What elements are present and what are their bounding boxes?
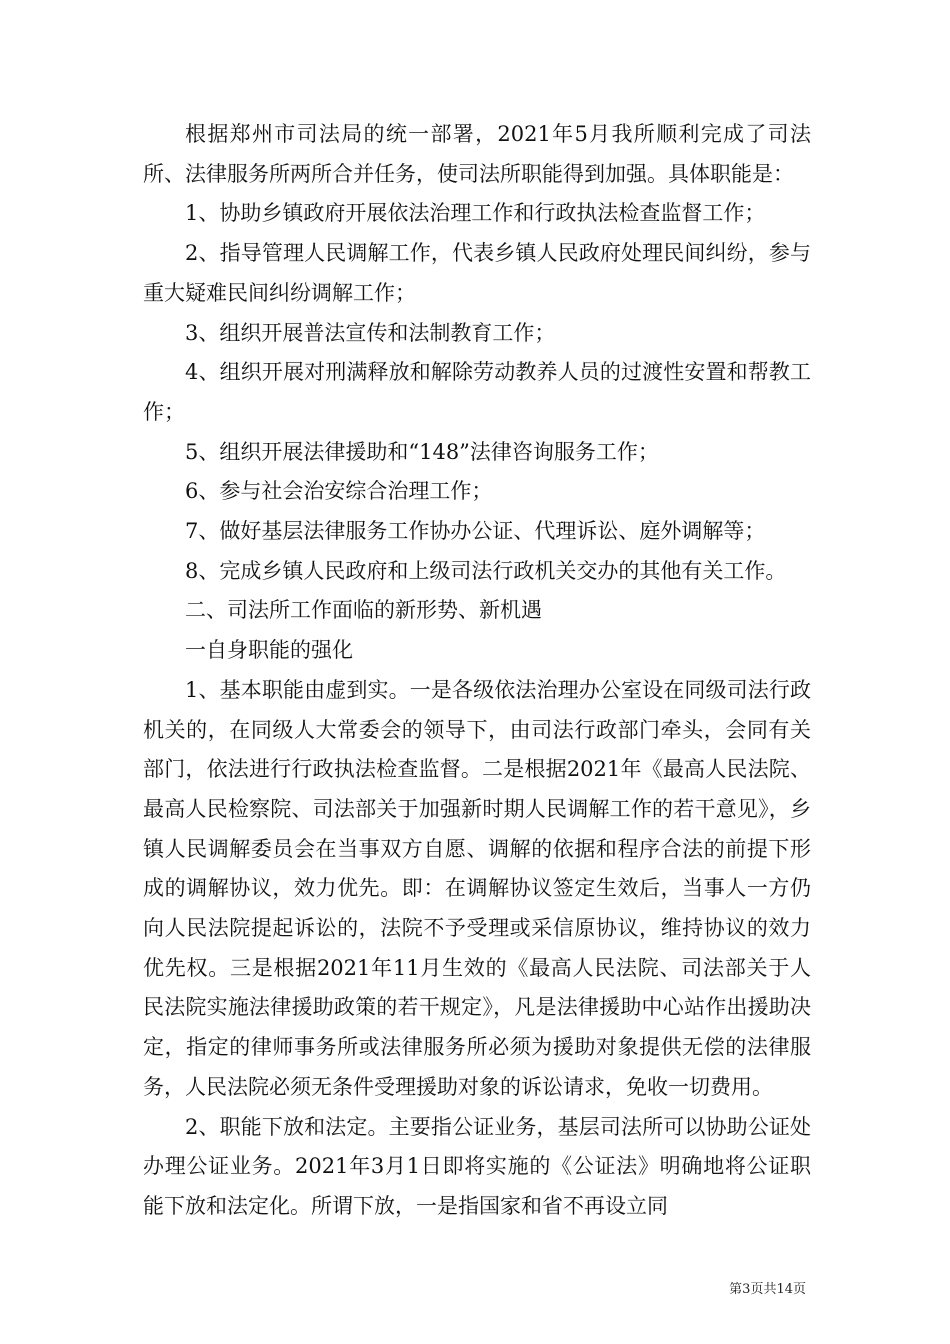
document-body [143, 115, 811, 1227]
page-number: 第3页共14页 [729, 1282, 806, 1297]
paragraph-item-5: 5、组织开展法律援助和“148”法律咨询服务工作； [185, 439, 659, 464]
paragraph-item-6: 6、参与社会治安综合治理工作； [185, 479, 493, 504]
section-heading: 二、司法所工作面临的新形势、新机遇 [185, 598, 542, 623]
paragraph-item-7: 7、做好基层法律服务工作协办公证、代理诉讼、庭外调解等； [185, 519, 766, 544]
paragraph-item-1: 1、协助乡镇政府开展依法治理工作和行政执法检查监督工作； [185, 201, 766, 226]
paragraph-item-8: 8、完成乡镇人民政府和上级司法行政机关交办的其他有关工作。 [185, 558, 787, 583]
paragraph-item-3: 3、组织开展普法宣传和法制教育工作； [185, 320, 556, 345]
paragraph-item-4: 4、组织开展对刑满释放和解除劳动教养人员的过渡性安置和帮教工作； [143, 360, 811, 424]
paragraph-item-2: 2、指导管理人民调解工作，代表乡镇人民政府处理民间纠纷，参与重大疑难民间纠纷调解工作； [143, 241, 811, 305]
subsection-heading: 一自身职能的强化 [185, 638, 353, 663]
paragraph-basic-functions: 1、基本职能由虚到实。一是各级依法治理办公室设在同级司法行政机关的，在同级人大常委会的领导下，由司法行政部门牵头，会同有关部门，依法进行行政执法检查监督。二是根据2021年《最高人民法院、最高人民检察院、司法部关于加强新时期人民调解工作的若干意见》，乡镇人民调解委员会在当事双方自愿、调解的依据和程序合法的前提下形成的调解协议，效力优先。即：在调解协议签定生效后，当事人一方仍向人民法院提起诉讼的，法院不予受理或采信原协议，维持协议的效力优先权。三是根据2021年11月生效的《最高人民法院、司法部关于人民法院实施法律援助政策的若干规定》，凡是法律援助中心站作出援助决定，指定的律师事务所或法律服务所必须为援助对象提供无偿的法律服务，人民法院必须无条件受理援助对象的诉讼请求，免收一切费用。 [143, 677, 811, 1099]
paragraph-intro: 根据郑州市司法局的统一部署，2021年5月我所顺利完成了司法所、法律服务所两所合并任务，使司法所职能得到加强。具体职能是： [143, 122, 811, 186]
paragraph-function-delegation: 2、职能下放和法定。主要指公证业务，基层司法所可以协助公证处办理公证业务。2021年3月1日即将实施的《公证法》明确地将公证职能下放和法定化。所谓下放，一是指国家和省不再设立同 [143, 1114, 811, 1218]
